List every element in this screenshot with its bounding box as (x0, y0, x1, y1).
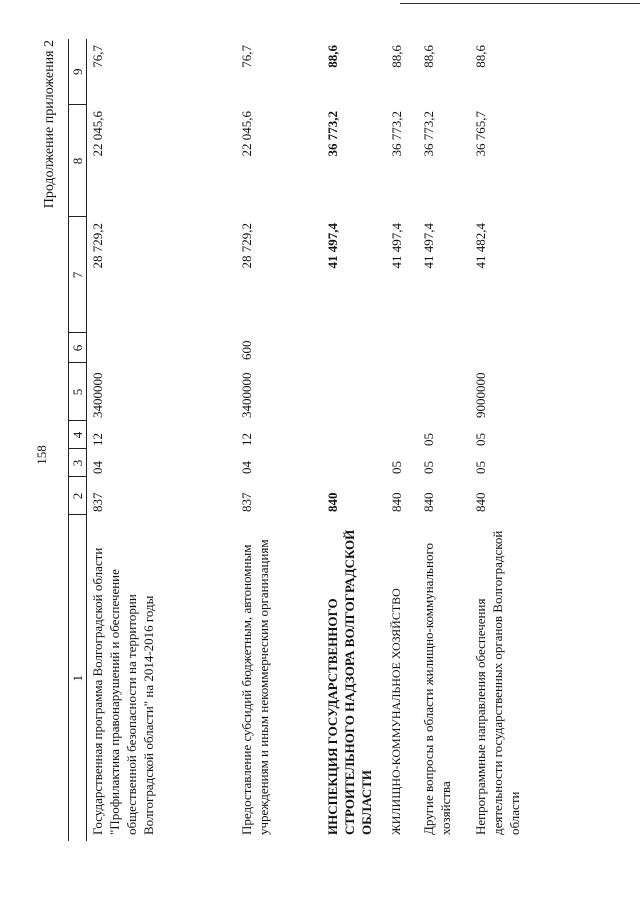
cell-plan: 41 497,4 (325, 223, 340, 269)
row-name: Государственная программа Волгоградской области "Профилактика правонарушений и обеспечение общественной безопасности на территории Волгоградской области" на 2014-2016 годы (90, 547, 156, 835)
header-col-4: 4 (69, 421, 87, 449)
cell-actual: 36 773,2 (325, 111, 340, 157)
cell-subsection: 05 (473, 433, 488, 446)
table-header-row (69, 39, 87, 841)
header-col-8: 8 (69, 105, 87, 217)
header-col-3: 3 (69, 449, 87, 477)
cell-subsection: 12 (90, 433, 105, 446)
cell-plan: 28 729,2 (239, 223, 254, 269)
cell-percent: 76,7 (90, 45, 105, 68)
continuation-title: Продолжение приложения 2 (42, 40, 57, 209)
cell-percent: 88,6 (421, 45, 436, 68)
cell-type: 600 (239, 340, 254, 360)
cell-type (470, 333, 572, 363)
cell-actual: 22 045,6 (239, 111, 254, 157)
cell-section: 05 (473, 461, 488, 474)
cell-section: 04 (239, 461, 254, 474)
cell-subsection: 05 (421, 433, 436, 446)
table-row (236, 39, 322, 841)
row-name: Непрограммные направления обеспечения деятельности государственных органов Волгоградской области (473, 530, 522, 835)
row-name: ИНСПЕКЦИЯ ГОСУДАРСТВЕННОГО СТРОИТЕЛЬНОГО НАДЗОРА ВОЛГОГРАДСКОЙ ОБЛАСТИ (325, 529, 374, 835)
cell-percent: 76,7 (239, 45, 254, 68)
cell-percent: 88,6 (473, 45, 488, 68)
cell-target: 3400000 (90, 372, 105, 418)
cell-section: 05 (389, 461, 404, 474)
cell-actual: 36 765,7 (473, 111, 488, 157)
cell-subsection (322, 421, 386, 449)
cell-code: 840 (473, 492, 488, 512)
cell-actual: 36 773,2 (389, 111, 404, 157)
cell-target (418, 363, 470, 421)
header-col-7: 7 (69, 217, 87, 333)
cell-target (386, 363, 418, 421)
page-number: 158 (34, 445, 49, 465)
table-row (386, 39, 418, 841)
cell-type (87, 333, 237, 363)
cell-target: 9000000 (473, 372, 488, 418)
header-col-6: 6 (69, 333, 87, 363)
cell-section (322, 449, 386, 477)
cell-section: 04 (90, 461, 105, 474)
cell-code: 837 (90, 492, 105, 512)
cell-subsection (386, 421, 418, 449)
cell-section: 05 (421, 461, 436, 474)
table-row (87, 39, 237, 841)
header-col-9: 9 (69, 39, 87, 105)
cell-code: 837 (239, 492, 254, 512)
cell-type (322, 333, 386, 363)
table-row (418, 39, 470, 841)
cell-type (386, 333, 418, 363)
header-col-1: 1 (69, 515, 87, 841)
cell-type (418, 333, 470, 363)
row-name: Предоставление субсидий бюджетным, автономным учреждениям и иным некоммерческим организациям (239, 539, 271, 835)
cell-subsection: 12 (239, 433, 254, 446)
cell-percent: 88,6 (389, 45, 404, 68)
cell-plan: 41 482,4 (473, 223, 488, 269)
cell-plan: 41 497,4 (389, 223, 404, 269)
cell-code: 840 (325, 492, 340, 512)
cell-plan: 41 497,4 (421, 223, 436, 269)
header-col-2: 2 (69, 477, 87, 515)
cell-plan: 28 729,2 (90, 223, 105, 269)
cell-actual: 22 045,6 (90, 111, 105, 157)
cell-percent: 88,6 (325, 45, 340, 68)
table-row (470, 39, 572, 841)
cell-actual: 36 773,2 (421, 111, 436, 157)
table-row (322, 39, 386, 841)
cell-target (322, 363, 386, 421)
cell-code: 840 (389, 492, 404, 512)
row-name: Другие вопросы в области жилищно-коммунального хозяйства (421, 543, 453, 835)
cell-target: 3400000 (239, 372, 254, 418)
row-name: ЖИЛИЩНО-КОММУНАЛЬНОЕ ХОЗЯЙСТВО (389, 588, 403, 835)
cell-code: 840 (421, 492, 436, 512)
budget-table (68, 39, 572, 841)
header-col-5: 5 (69, 363, 87, 421)
